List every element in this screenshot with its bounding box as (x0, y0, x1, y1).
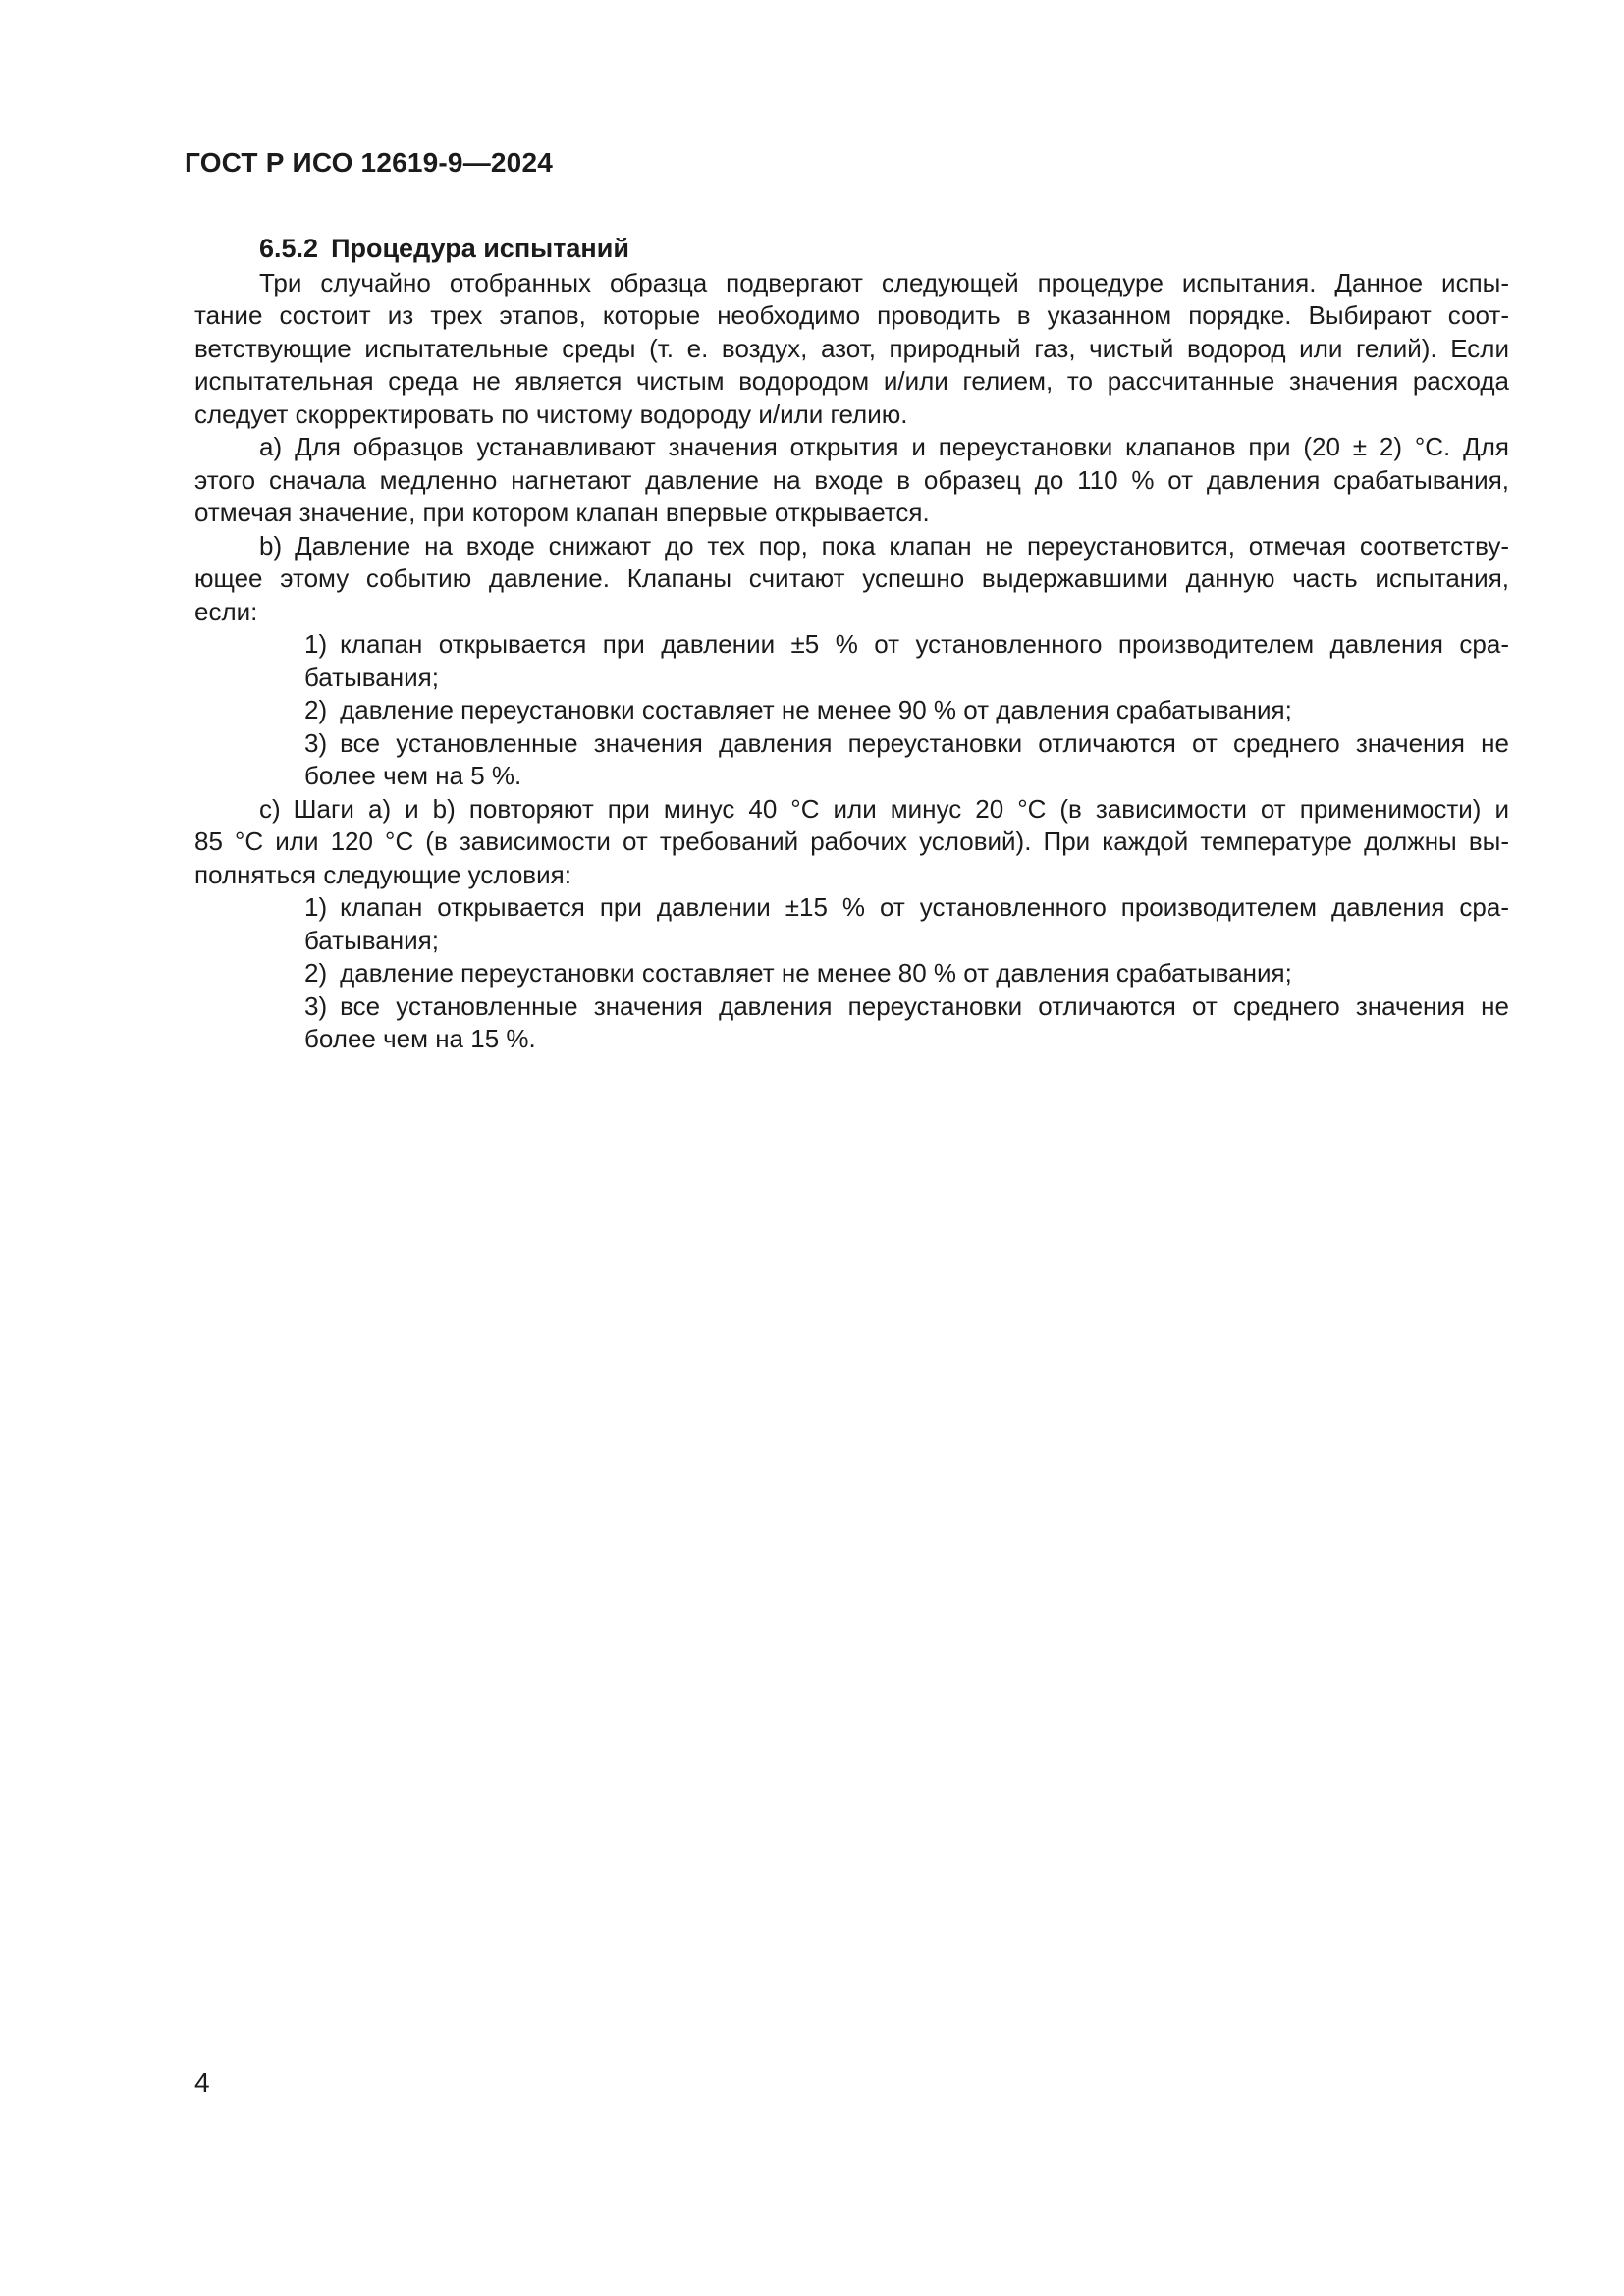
text-line: с) Шаги а) и b) повторяют при минус 40 °С или минус 20 °С (в зависимости от применимости) и (259, 793, 1509, 824)
text-line: батывания; (304, 925, 439, 955)
text-line: 3) все установленные значения давления переустановки отличаются от среднего значения не (304, 727, 1509, 758)
text-line: Три случайно отобранных образца подвергают следующей процедуре испытания. Данное испы- (259, 267, 1509, 297)
paragraph (194, 793, 1509, 892)
document-header: ГОСТ Р ИСО 12619-9—2024 (185, 147, 553, 178)
text-line: ветствующие испытательные среды (т. е. воздух, азот, природный газ, чистый водород или гелий). Если (194, 333, 1509, 363)
text-line: 3) все установленные значения давления переустановки отличаются от среднего значения не (304, 990, 1509, 1021)
list-item (194, 957, 1509, 990)
paragraph (194, 267, 1509, 432)
text-line: этого сначала медленно нагнетают давление на входе в образец до 110 % от давления срабатывания, (194, 464, 1509, 495)
section-title: Процедура испытаний (331, 234, 629, 263)
text-line: 1) клапан открывается при давлении ±15 % от установленного производителем давления сра- (304, 892, 1509, 922)
document-body (194, 233, 1509, 1056)
text-line: 1) клапан открывается при давлении ±5 % от установленного производителем давления сра- (304, 629, 1509, 659)
text-line: 85 °С или 120 °С (в зависимости от требований рабочих условий). При каждой температуре должны вы- (194, 827, 1509, 856)
text-line: полняться следующие условия: (194, 859, 571, 889)
text-line: более чем на 15 %. (304, 1024, 536, 1053)
paragraph (194, 431, 1509, 530)
text-line: а) Для образцов устанавливают значения открытия и переустановки клапанов при (20 ± 2) °С. Для (259, 432, 1509, 461)
page-number: 4 (194, 2067, 210, 2098)
text-line: тание состоит из трех этапов, которые необходимо проводить в указанном порядке. Выбирают соот- (194, 300, 1509, 330)
text-line: ющее этому событию давление. Клапаны считают успешно выдержавшими данную часть испытания, (194, 563, 1509, 593)
paragraphs-container (194, 267, 1509, 1056)
list-item (194, 628, 1509, 694)
section-number: 6.5.2 (259, 234, 319, 263)
text-line: батывания; (304, 662, 439, 692)
text-line: отмечая значение, при котором клапан впервые открывается. (194, 498, 930, 527)
text-line: 2) давление переустановки составляет не менее 90 % от давления срабатывания; (304, 695, 1292, 724)
text-line: более чем на 5 %. (304, 761, 522, 790)
text-line: b) Давление на входе снижают до тех пор, пока клапан не переустановится, отмечая соответству- (259, 530, 1509, 561)
paragraph (194, 530, 1509, 629)
list-item (194, 891, 1509, 957)
text-line: 2) давление переустановки составляет не менее 80 % от давления срабатывания; (304, 958, 1292, 988)
text-line: испытательная среда не является чистым водородом и/или гелием, то рассчитанные значения расхода (194, 366, 1509, 396)
list-item (194, 727, 1509, 793)
text-line: если: (194, 596, 258, 626)
list-item (194, 990, 1509, 1056)
text-line: следует скорректировать по чистому водороду и/или гелию. (194, 399, 908, 429)
list-item (194, 694, 1509, 727)
section-heading (194, 233, 1509, 266)
